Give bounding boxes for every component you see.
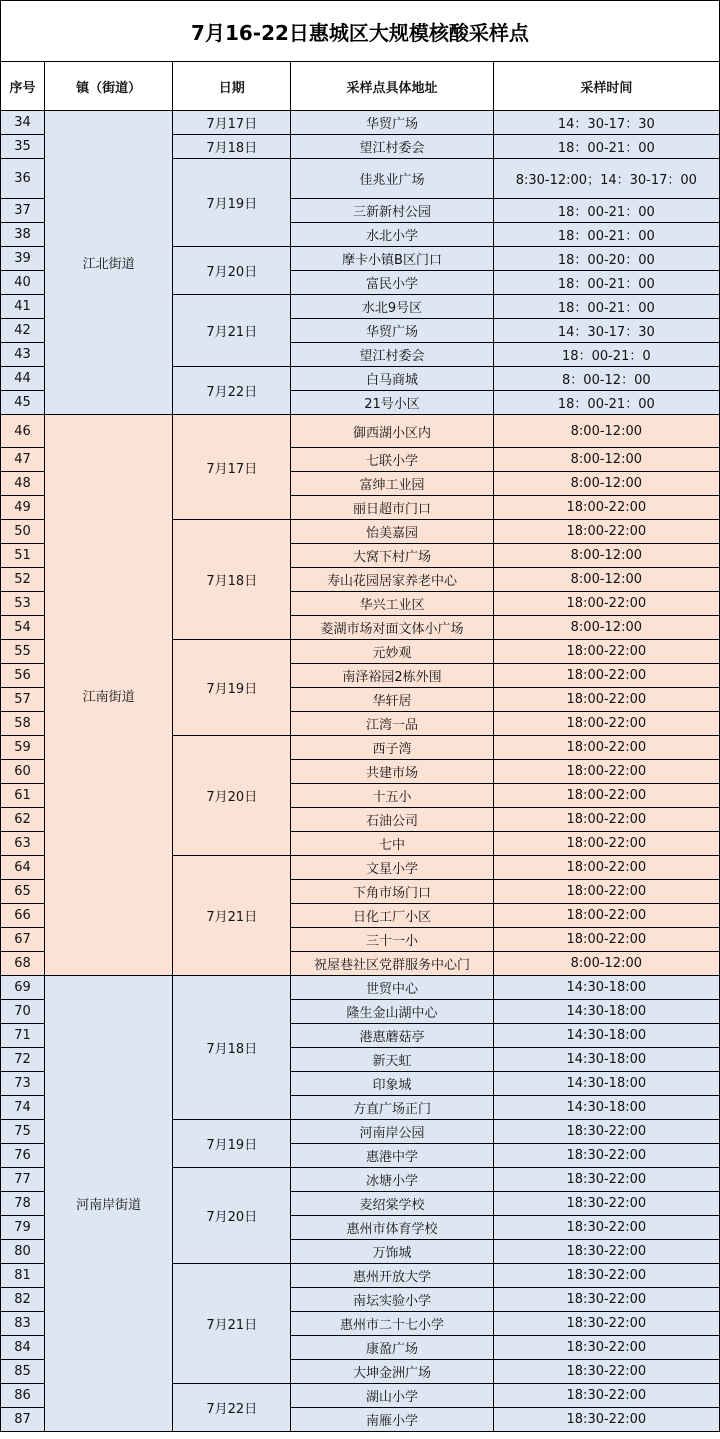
address-cell: 世贸中心 [291,976,493,1000]
address-cell: 康盈广场 [291,1336,493,1360]
row-index: 57 [1,688,45,712]
time-cell: 8：00-12：00 [493,367,719,391]
address-cell: 麦绍棠学校 [291,1192,493,1216]
row-index: 70 [1,1000,45,1024]
date-cell: 7月21日 [173,1264,291,1384]
time-cell: 18:00-22:00 [493,760,719,784]
date-cell: 7月18日 [173,135,291,159]
time-cell: 18:30-22:00 [493,1168,719,1192]
row-index: 60 [1,760,45,784]
address-cell: 华轩居 [291,688,493,712]
row-index: 34 [1,111,45,135]
address-cell: 湖山小学 [291,1384,493,1408]
time-cell: 18:30-22:00 [493,1288,719,1312]
address-cell: 元妙观 [291,640,493,664]
sampling-table [0,61,720,1432]
row-index: 49 [1,496,45,520]
address-cell: 南坛实验小学 [291,1288,493,1312]
time-cell: 14:30-18:00 [493,1024,719,1048]
row-index: 51 [1,544,45,568]
row-index: 43 [1,343,45,367]
address-cell: 三十一小 [291,928,493,952]
address-cell: 佳兆业广场 [291,159,493,199]
address-cell: 南泽裕园2栋外围 [291,664,493,688]
address-cell: 大坤金洲广场 [291,1360,493,1384]
row-index: 50 [1,520,45,544]
row-index: 68 [1,952,45,976]
address-cell: 丽日超市门口 [291,496,493,520]
row-index: 65 [1,880,45,904]
date-cell: 7月20日 [173,1168,291,1264]
row-index: 37 [1,199,45,223]
row-index: 85 [1,1360,45,1384]
time-cell: 18:30-22:00 [493,1360,719,1384]
row-index: 52 [1,568,45,592]
address-cell: 万饰城 [291,1240,493,1264]
row-index: 48 [1,472,45,496]
time-cell: 18:00-22:00 [493,592,719,616]
date-cell: 7月21日 [173,856,291,976]
address-cell: 惠州市体育学校 [291,1216,493,1240]
time-cell: 18:00-22:00 [493,664,719,688]
row-index: 81 [1,1264,45,1288]
row-index: 59 [1,736,45,760]
row-index: 72 [1,1048,45,1072]
address-cell: 御西湖小区内 [291,415,493,448]
address-cell: 望江村委会 [291,135,493,159]
time-cell: 14:30-18:00 [493,976,719,1000]
time-cell: 18:00-22:00 [493,520,719,544]
address-cell: 华贸广场 [291,111,493,135]
time-cell: 18:00-22:00 [493,904,719,928]
row-index: 76 [1,1144,45,1168]
address-cell: 21号小区 [291,391,493,415]
address-cell: 石油公司 [291,808,493,832]
time-cell: 18：00-21：0 [493,343,719,367]
header-time: 采样时间 [493,62,719,111]
row-index: 77 [1,1168,45,1192]
row-index: 75 [1,1120,45,1144]
row-index: 78 [1,1192,45,1216]
date-cell: 7月17日 [173,111,291,135]
address-cell: 七中 [291,832,493,856]
row-index: 47 [1,448,45,472]
address-cell: 华贸广场 [291,319,493,343]
time-cell: 18:00-22:00 [493,808,719,832]
time-cell: 18：00-21：00 [493,391,719,415]
header-index: 序号 [1,62,45,111]
header-date: 日期 [173,62,291,111]
address-cell: 富绅工业园 [291,472,493,496]
time-cell: 18：00-20：00 [493,247,719,271]
row-index: 54 [1,616,45,640]
time-cell: 8:00-12:00 [493,472,719,496]
time-cell: 18:00-22:00 [493,832,719,856]
row-index: 69 [1,976,45,1000]
date-cell: 7月19日 [173,159,291,247]
row-index: 46 [1,415,45,448]
address-cell: 大窝下村广场 [291,544,493,568]
row-index: 86 [1,1384,45,1408]
address-cell: 日化工厂小区 [291,904,493,928]
row-index: 41 [1,295,45,319]
row-index: 74 [1,1096,45,1120]
row-index: 84 [1,1336,45,1360]
table-row [1,976,720,1000]
time-cell: 14:30-18:00 [493,1000,719,1024]
table-header-row [1,62,720,111]
row-index: 38 [1,223,45,247]
time-cell: 18:30-22:00 [493,1264,719,1288]
time-cell: 14:30-18:00 [493,1048,719,1072]
address-cell: 港惠蘑菇亭 [291,1024,493,1048]
time-cell: 18:30-22:00 [493,1216,719,1240]
time-cell: 18:30-22:00 [493,1336,719,1360]
time-cell: 8:30-12:00；14：30-17：00 [493,159,719,199]
row-index: 66 [1,904,45,928]
address-cell: 惠港中学 [291,1144,493,1168]
time-cell: 8:00-12:00 [493,544,719,568]
address-cell: 下角市场门口 [291,880,493,904]
time-cell: 18:00-22:00 [493,712,719,736]
time-cell: 18:00-22:00 [493,640,719,664]
row-index: 64 [1,856,45,880]
page-title: 7月16-22日惠城区大规模核酸采样点 [0,0,720,61]
time-cell: 18:00-22:00 [493,736,719,760]
address-cell: 江湾一品 [291,712,493,736]
header-town: 镇（街道） [45,62,173,111]
time-cell: 18:00-22:00 [493,880,719,904]
date-cell: 7月19日 [173,640,291,736]
time-cell: 18：00-21：00 [493,135,719,159]
address-cell: 惠州开放大学 [291,1264,493,1288]
date-cell: 7月18日 [173,976,291,1120]
table-row [1,415,720,448]
date-cell: 7月18日 [173,520,291,640]
row-index: 62 [1,808,45,832]
address-cell: 望江村委会 [291,343,493,367]
row-index: 61 [1,784,45,808]
address-cell: 方直广场正门 [291,1096,493,1120]
table-body [1,111,720,1432]
date-cell: 7月20日 [173,247,291,295]
time-cell: 18:00-22:00 [493,856,719,880]
address-cell: 印象城 [291,1072,493,1096]
row-index: 39 [1,247,45,271]
time-cell: 8:00-12:00 [493,568,719,592]
row-index: 79 [1,1216,45,1240]
address-cell: 十五小 [291,784,493,808]
row-index: 73 [1,1072,45,1096]
address-cell: 文星小学 [291,856,493,880]
address-cell: 共建市场 [291,760,493,784]
time-cell: 18:30-22:00 [493,1240,719,1264]
address-cell: 冰塘小学 [291,1168,493,1192]
header-address: 采样点具体地址 [291,62,493,111]
address-cell: 寿山花园居家养老中心 [291,568,493,592]
row-index: 40 [1,271,45,295]
address-cell: 西子湾 [291,736,493,760]
address-cell: 白马商城 [291,367,493,391]
address-cell: 华兴工业区 [291,592,493,616]
town-cell: 江北街道 [45,111,173,415]
address-cell: 富民小学 [291,271,493,295]
row-index: 44 [1,367,45,391]
address-cell: 七联小学 [291,448,493,472]
row-index: 56 [1,664,45,688]
row-index: 36 [1,159,45,199]
address-cell: 祝屋巷社区党群服务中心门 [291,952,493,976]
row-index: 45 [1,391,45,415]
time-cell: 18:00-22:00 [493,688,719,712]
town-cell: 河南岸街道 [45,976,173,1432]
date-cell: 7月20日 [173,736,291,856]
time-cell: 18:30-22:00 [493,1144,719,1168]
row-index: 87 [1,1408,45,1432]
address-cell: 河南岸公园 [291,1120,493,1144]
time-cell: 18:30-22:00 [493,1192,719,1216]
address-cell: 隆生金山湖中心 [291,1000,493,1024]
address-cell: 水北小学 [291,223,493,247]
time-cell: 18：00-21：00 [493,199,719,223]
address-cell: 南雁小学 [291,1408,493,1432]
time-cell: 8:00-12:00 [493,448,719,472]
time-cell: 14：30-17：30 [493,319,719,343]
date-cell: 7月17日 [173,415,291,520]
row-index: 82 [1,1288,45,1312]
address-cell: 怡美嘉园 [291,520,493,544]
address-cell: 水北9号区 [291,295,493,319]
time-cell: 18：00-21：00 [493,295,719,319]
time-cell: 8:00-12:00 [493,616,719,640]
row-index: 42 [1,319,45,343]
time-cell: 18：00-21：00 [493,271,719,295]
address-cell: 菱湖市场对面文体小广场 [291,616,493,640]
time-cell: 18：00-21：00 [493,223,719,247]
date-cell: 7月22日 [173,367,291,415]
time-cell: 14:30-18:00 [493,1096,719,1120]
time-cell: 18:30-22:00 [493,1120,719,1144]
time-cell: 18:00-22:00 [493,496,719,520]
address-cell: 惠州市二十七小学 [291,1312,493,1336]
row-index: 83 [1,1312,45,1336]
time-cell: 18:30-22:00 [493,1408,719,1432]
row-index: 55 [1,640,45,664]
time-cell: 18:30-22:00 [493,1384,719,1408]
time-cell: 18:00-22:00 [493,928,719,952]
row-index: 63 [1,832,45,856]
town-cell: 江南街道 [45,415,173,976]
date-cell: 7月21日 [173,295,291,367]
time-cell: 14:30-18:00 [493,1072,719,1096]
row-index: 58 [1,712,45,736]
time-cell: 18:00-22:00 [493,784,719,808]
row-index: 80 [1,1240,45,1264]
row-index: 71 [1,1024,45,1048]
address-cell: 新天虹 [291,1048,493,1072]
time-cell: 14：30-17：30 [493,111,719,135]
row-index: 53 [1,592,45,616]
table-row [1,111,720,135]
time-cell: 8:00-12:00 [493,415,719,448]
date-cell: 7月19日 [173,1120,291,1168]
address-cell: 摩卡小镇B区门口 [291,247,493,271]
row-index: 35 [1,135,45,159]
row-index: 67 [1,928,45,952]
date-cell: 7月22日 [173,1384,291,1432]
time-cell: 8:00-12:00 [493,952,719,976]
address-cell: 三新新村公园 [291,199,493,223]
time-cell: 18:30-22:00 [493,1312,719,1336]
